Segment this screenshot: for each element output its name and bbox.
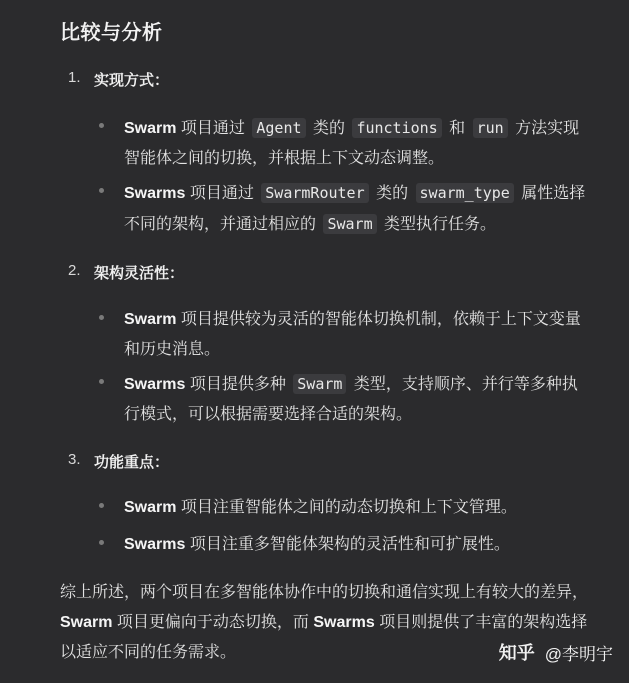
- project-name: Swarm: [124, 499, 177, 516]
- project-name: Swarm: [124, 311, 177, 328]
- text-run: 方法实现智能体之间的切换，并根据上下文动态调整。: [124, 120, 580, 167]
- project-name: Swarms: [124, 376, 186, 393]
- text-run: 项目提供多种: [185, 376, 291, 393]
- text-run: 项目更偏向于动态切换，而: [112, 614, 314, 631]
- inline-code: Swarm: [293, 374, 346, 394]
- project-name: Swarms: [313, 614, 375, 631]
- list-item-text: [124, 493, 590, 523]
- inline-code: SwarmRouter: [261, 183, 368, 203]
- inline-code: run: [473, 118, 508, 138]
- project-name: Swarm: [60, 614, 113, 631]
- section-number: 1.: [68, 69, 81, 86]
- bullet-dot-icon: [99, 123, 104, 128]
- section-title: 架构灵活性：: [94, 265, 185, 282]
- text-run: 项目通过: [185, 185, 259, 202]
- bullet-dot-icon: [99, 540, 104, 545]
- text-run: 类型执行任务。: [379, 216, 497, 233]
- text-run: 属性选择不同的架构，并通过相应的: [124, 185, 586, 233]
- bullet-dot-icon: [99, 188, 104, 193]
- text-run: 项目则提供了丰富的架构选择以适应不同的任务需求。: [60, 614, 588, 661]
- section-number: 2.: [68, 262, 81, 279]
- inline-code: swarm_type: [416, 183, 514, 203]
- page-title: 比较与分析: [60, 22, 163, 44]
- list-item-text: [124, 305, 590, 365]
- list-item-text: [124, 530, 590, 560]
- watermark: [499, 639, 613, 665]
- watermark-author: @李明宇: [544, 644, 613, 664]
- text-run: 类的: [308, 120, 350, 137]
- text-run: 项目注重智能体之间的动态切换和上下文管理。: [176, 499, 517, 516]
- watermark-brand: 知乎: [498, 643, 535, 663]
- list-item-text: [124, 178, 590, 240]
- inline-code: Swarm: [323, 214, 376, 234]
- list-item-text: [124, 113, 590, 174]
- section-number: 3.: [68, 451, 81, 468]
- bullet-dot-icon: [99, 315, 104, 320]
- bullet-dot-icon: [99, 503, 104, 508]
- text-run: 项目提供较为灵活的智能体切换机制，依赖于上下文变量和历史消息。: [124, 311, 581, 358]
- text-run: 和: [444, 120, 470, 137]
- inline-code: Agent: [252, 118, 305, 138]
- project-name: Swarms: [124, 536, 186, 553]
- project-name: Swarms: [124, 185, 186, 202]
- text-run: 项目通过: [176, 120, 250, 137]
- list-item-text: [124, 369, 590, 430]
- project-name: Swarm: [124, 120, 177, 137]
- section-title: 功能重点：: [94, 454, 170, 471]
- bullet-dot-icon: [99, 379, 104, 384]
- text-run: 类的: [371, 185, 413, 202]
- inline-code: functions: [352, 118, 441, 138]
- section-title: 实现方式：: [94, 72, 170, 89]
- text-run: 综上所述，两个项目在多智能体协作中的切换和通信实现上有较大的差异，: [60, 584, 589, 601]
- text-run: 项目注重多智能体架构的灵活性和可扩展性。: [185, 536, 510, 553]
- text-run: 类型，支持顺序、并行等多种执行模式，可以根据需要选择合适的架构。: [124, 376, 578, 423]
